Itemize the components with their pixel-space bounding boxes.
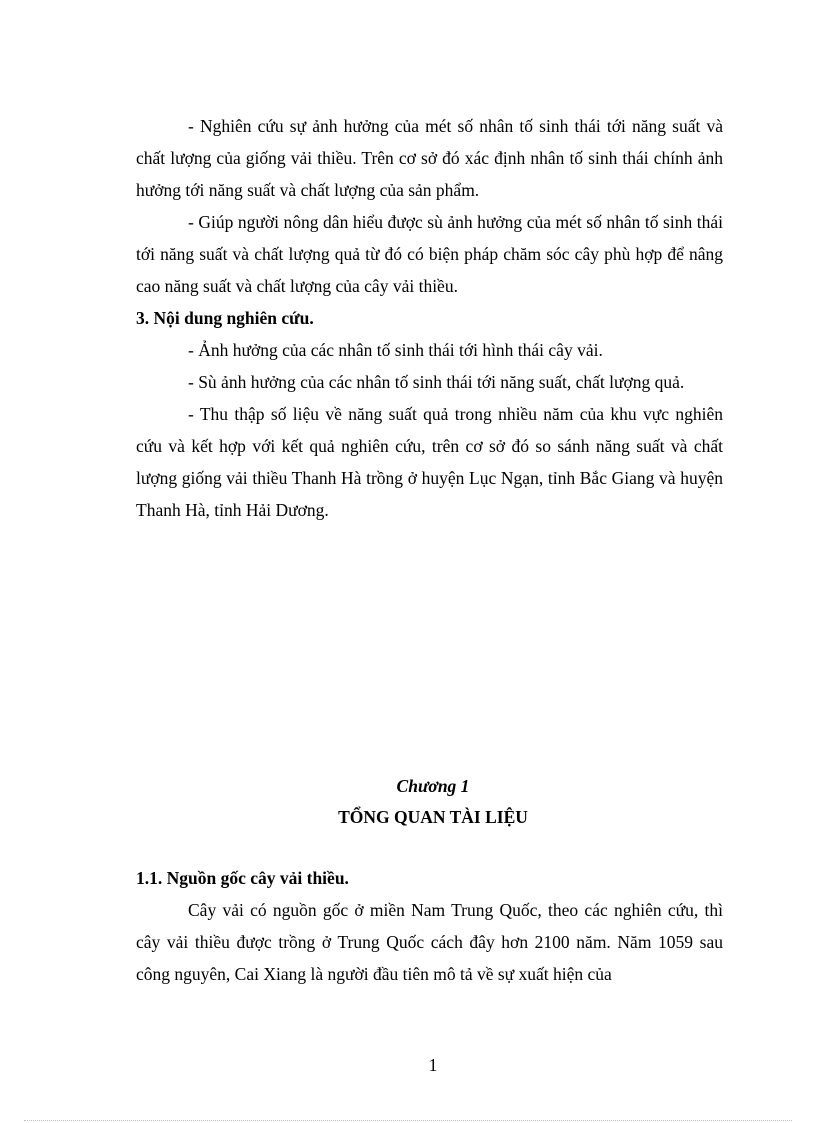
page-bottom-divider	[24, 1120, 792, 1121]
origin-paragraph: Cây vải có nguồn gốc ở miền Nam Trung Quốc, theo các nghiên cứu, thì cây vải thiều được trồng ở Trung Quốc cách đây hơn 2100 năm. Năm 1059 sau công nguyên, Cai Xiang là người đầu tiên mô tả về sự xuất hiện của	[136, 900, 723, 984]
lower-text-block	[136, 862, 723, 990]
content-item-2: - Sù ảnh hưởng của các nhân tố sinh thái tới năng suất, chất lượng quả.	[188, 372, 685, 392]
upper-text-block	[136, 110, 723, 526]
content-item-3: - Thu thập số liệu về năng suất quả trong nhiều năm của khu vực nghiên cứu và kết hợp với kết quả nghiên cứu, trên cơ sở đó so sánh năng suất và chất lượng giống vải thiều Thanh Hà trồng ở huyện Lục Ngạn, tỉnh Bắc Giang và huyện Thanh Hà, tỉnh Hải Dương.	[136, 404, 723, 520]
chapter-title: TỔNG QUAN TÀI LIỆU	[338, 807, 528, 827]
objective-paragraph-2: - Giúp người nông dân hiểu được sù ảnh hưởng của mét số nhân tố sinh thái tới năng suất và chất lượng quả từ đó có biện pháp chăm sóc cây phù hợp để nâng cao năng suất và chất lượng của cây vải thiều.	[136, 212, 723, 296]
content-item-1: - Ảnh hưởng của các nhân tố sinh thái tới hình thái cây vải.	[188, 340, 603, 360]
chapter-label: Chương 1	[396, 776, 470, 796]
section-3-heading: 3. Nội dung nghiên cứu.	[136, 308, 314, 328]
objective-paragraph-1: - Nghiên cứu sự ảnh hưởng của mét số nhân tố sinh thái tới năng suất và chất lượng của giống vải thiều. Trên cơ sở đó xác định nhân tố sinh thái chính ảnh hưởng tới năng suất và chất lượng của sản phẩm.	[136, 116, 723, 200]
section-1-1-heading: 1.1. Nguồn gốc cây vải thiều.	[136, 868, 349, 888]
page-number: 1	[428, 1055, 438, 1075]
